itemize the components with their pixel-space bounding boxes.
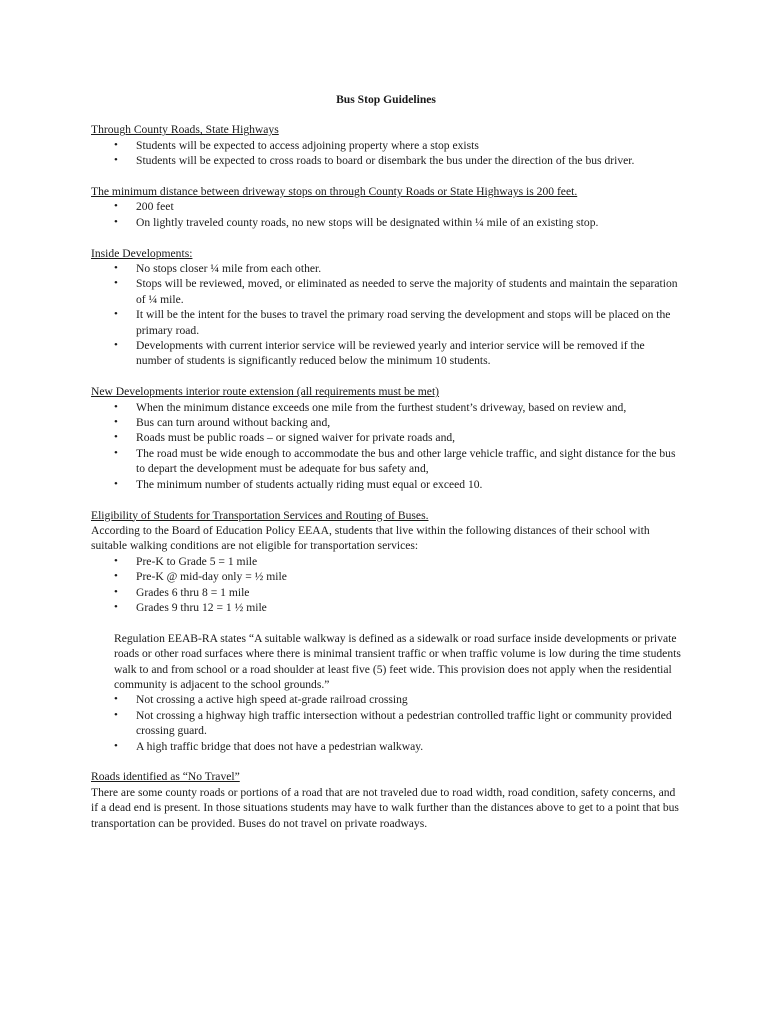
bullet-list xyxy=(91,261,681,369)
list-item: • Stops will be reviewed, moved, or eliminated as needed to serve the majority of students and maintain the separation of ¼ mile. xyxy=(91,276,681,307)
section-heading: New Developments interior route extension (all requirements must be met) xyxy=(91,385,440,399)
section-county-roads xyxy=(91,122,681,168)
eligibility-intro: According to the Board of Education Policy EEAA, students that live within the following distances of their school with suitable walking conditions are not eligible for transportation services: xyxy=(91,523,650,553)
regulation-paragraph: Regulation EEAB-RA states “A suitable walkway is defined as a sidewalk or road surface inside developments or private roads or other road surfaces where there is minimal transient traffic or when traffic volume is low during the time students walk to and from school or a road shoulder at least five (5) feet wide. This provision does not apply when the residential community is adjacent to the school grounds.” xyxy=(114,631,681,691)
list-item: • Bus can turn around without backing and, xyxy=(91,415,681,430)
bullet-list xyxy=(91,199,681,230)
bullet-list xyxy=(91,138,681,169)
list-item: • No stops closer ¼ mile from each other. xyxy=(91,261,681,276)
list-item: • Developments with current interior service will be reviewed yearly and interior service will be removed if the number of students is significantly reduced below the minimum 10 students. xyxy=(91,338,681,369)
list-item: • Students will be expected to cross roads to board or disembark the bus under the direction of the bus driver. xyxy=(91,153,681,168)
bullet-list xyxy=(91,400,681,492)
list-item: • 200 feet xyxy=(91,199,681,214)
list-item: • It will be the intent for the buses to travel the primary road serving the development and stops will be placed on the primary road. xyxy=(91,307,681,338)
list-item: • On lightly traveled county roads, no new stops will be designated within ¼ mile of an existing stop. xyxy=(91,215,681,230)
section-minimum-distance xyxy=(91,184,681,230)
section-heading: Inside Developments: xyxy=(91,246,193,260)
section-heading: The minimum distance between driveway stops on through County Roads or State Highways is 200 feet. xyxy=(91,185,578,199)
list-item: • Students will be expected to access adjoining property where a stop exists xyxy=(91,138,681,153)
list-item: • Roads must be public roads – or signed waiver for private roads and, xyxy=(91,430,681,445)
list-item: • The minimum number of students actually riding must equal or exceed 10. xyxy=(91,477,681,492)
section-new-developments xyxy=(91,384,681,492)
list-item: • The road must be wide enough to accommodate the bus and other large vehicle traffic, and sight distance for the bus to depart the development must be adequate for bus safety and, xyxy=(91,446,681,477)
section-eligibility xyxy=(91,508,681,754)
section-no-travel xyxy=(91,769,681,831)
list-item: • Grades 6 thru 8 = 1 mile xyxy=(91,585,681,600)
no-travel-body: There are some county roads or portions of a road that are not traveled due to road width, road condition, safety concerns, and if a dead end is present. In those situations students may have to walk further than the distances above to get to a point that bus transportation can be provided. Buses do not travel on private roadways. xyxy=(91,785,679,830)
list-item: • A high traffic bridge that does not have a pedestrian walkway. xyxy=(91,739,681,754)
section-heading: Eligibility of Students for Transportation Services and Routing of Buses. xyxy=(91,508,429,522)
list-item: • Pre-K @ mid-day only = ½ mile xyxy=(91,569,681,584)
section-heading: Through County Roads, State Highways xyxy=(91,123,279,137)
list-item: • Pre-K to Grade 5 = 1 mile xyxy=(91,554,681,569)
list-item: • Grades 9 thru 12 = 1 ½ mile xyxy=(91,600,681,615)
bullet-list xyxy=(91,692,681,754)
document-page xyxy=(91,92,681,846)
document-title: Bus Stop Guidelines xyxy=(336,93,436,106)
bullet-list xyxy=(91,554,681,616)
section-inside-developments xyxy=(91,246,681,369)
list-item: • Not crossing a active high speed at-grade railroad crossing xyxy=(91,692,681,707)
list-item: • When the minimum distance exceeds one mile from the furthest student’s driveway, based on review and, xyxy=(91,400,681,415)
section-heading: Roads identified as “No Travel” xyxy=(91,770,240,784)
list-item: • Not crossing a highway high traffic intersection without a pedestrian controlled traffic light or community provided crossing guard. xyxy=(91,708,681,739)
